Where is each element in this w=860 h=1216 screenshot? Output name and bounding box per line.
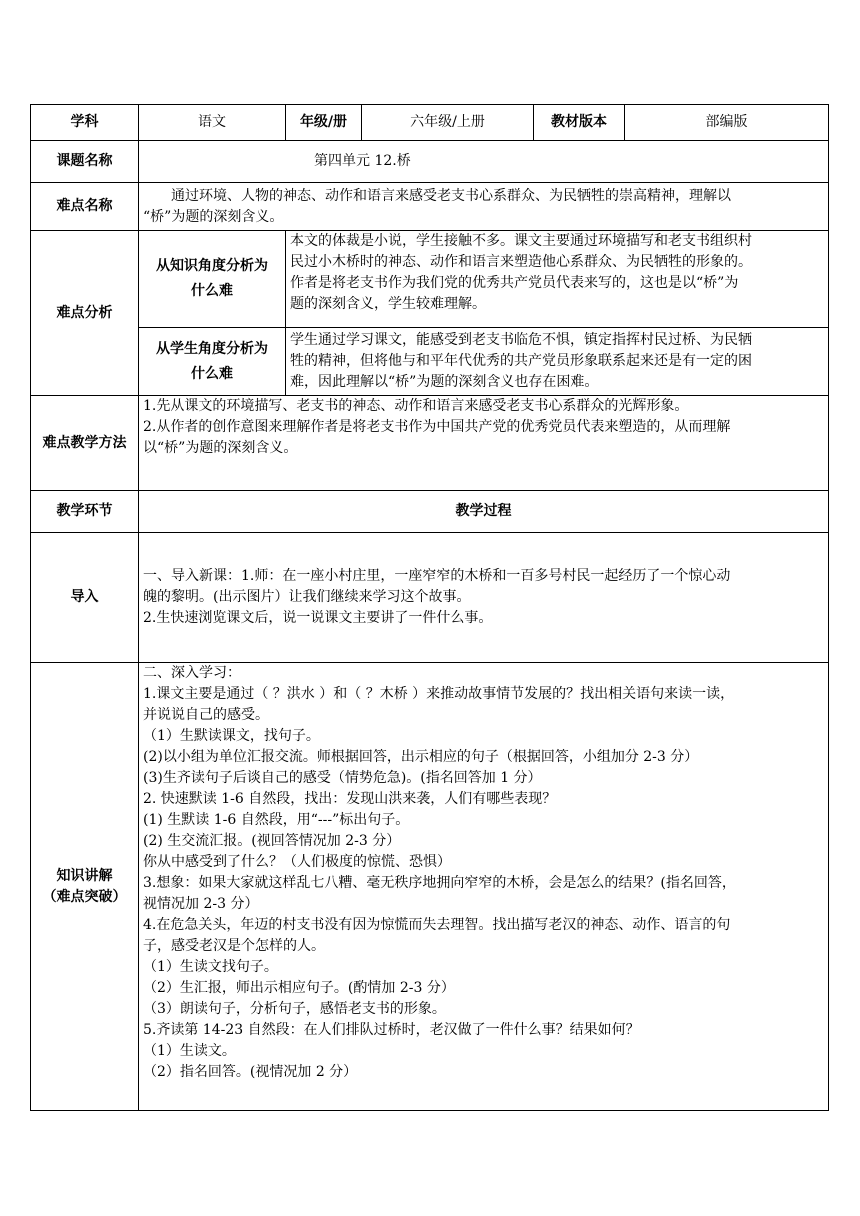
knowledge-label-line: 知识讲解 bbox=[56, 867, 113, 884]
subject-value: 语文 bbox=[139, 105, 286, 141]
difficulty-line: “桥”为题的深刻含义。 bbox=[143, 208, 284, 225]
intro-line: 2.生快速浏览课文后，说一说课文主要讲了一件什么事。 bbox=[143, 610, 493, 626]
knowledge-line: 5.齐读第 14-23 自然段：在人们排队过桥时，老汉做了一件什么事？结果如何？ bbox=[143, 1022, 640, 1038]
knowledge-row bbox=[31, 663, 829, 1111]
difficulty-text bbox=[139, 183, 829, 231]
knowledge-line: （2）生汇报，师出示相应句子。(酌情加 2-3 分） bbox=[143, 980, 455, 996]
method-line: 2.从作者的创作意图来理解作者是将老支书作为中国共产党的优秀党员代表来塑造的，从而理解 bbox=[143, 419, 731, 435]
grade-label: 年级/册 bbox=[286, 105, 362, 141]
topic-label: 课题名称 bbox=[31, 141, 139, 183]
topic-row bbox=[31, 141, 829, 183]
knowledge-angle-line: 作者是将老支书作为我们党的优秀共产党员代表来写的，这也是以“桥”为 bbox=[290, 275, 739, 291]
method-row bbox=[31, 396, 829, 491]
knowledge-line: 1.课文主要是通过（ ？洪水 ）和（ ？木桥 ）来推动故事情节发展的？找出相关语句来读一读， bbox=[143, 686, 735, 702]
knowledge-line: (2) 生交流汇报。(视回答情况加 2-3 分） bbox=[143, 833, 401, 849]
knowledge-line: 子，感受老汉是个怎样的人。 bbox=[143, 938, 325, 954]
edition-label: 教材版本 bbox=[534, 105, 625, 141]
header-row bbox=[31, 105, 829, 141]
method-line: 1.先从课文的环境描写、老支书的神态、动作和语言来感受老支书心系群众的光辉形象。 bbox=[143, 398, 689, 414]
analysis-row-student bbox=[31, 328, 829, 396]
intro-line: 一、导入新课：1.师：在一座小村庄里，一座窄窄的木桥和一百多号村民一起经历了一个惊心动 bbox=[143, 568, 731, 584]
knowledge-line: 4.在危急关头，年迈的村支书没有因为惊慌而失去理智。找出描写老汉的神态、动作、语言的句 bbox=[143, 917, 731, 933]
knowledge-angle-line: 本文的体裁是小说，学生接触不多。课文主要通过环境描写和老支书组织村 bbox=[290, 233, 752, 249]
analysis-label: 难点分析 bbox=[31, 231, 139, 396]
lesson-plan-table bbox=[30, 104, 829, 1111]
knowledge-line: （1）生读文。 bbox=[143, 1043, 236, 1059]
knowledge-line: （2）指名回答。(视情况加 2 分） bbox=[143, 1064, 358, 1080]
student-angle-label-line: 从学生角度分析为 bbox=[156, 340, 268, 357]
stage-header: 教学环节 bbox=[31, 491, 139, 533]
knowledge-line: （1）生读文找句子。 bbox=[143, 959, 278, 975]
knowledge-line: 3.想象：如果大家就这样乱七八糟、毫无秩序地拥向窄窄的木桥，会是怎么的结果？(指名回答， bbox=[143, 875, 736, 891]
knowledge-line: （3）朗读句子，分析句子，感悟老支书的形象。 bbox=[143, 1001, 446, 1017]
student-angle-text bbox=[286, 328, 829, 396]
difficulty-label: 难点名称 bbox=[31, 183, 139, 231]
knowledge-text bbox=[139, 663, 829, 1111]
student-angle-label bbox=[139, 328, 286, 396]
knowledge-line: (3)生齐读句子后谈自己的感受（情势危急)。(指名回答加 1 分） bbox=[143, 770, 542, 786]
knowledge-line: 2. 快速默读 1-6 自然段，找出：发现山洪来袭，人们有哪些表现？ bbox=[143, 791, 557, 807]
edition-value: 部编版 bbox=[625, 105, 829, 141]
knowledge-line: （1）生默读课文，找句子。 bbox=[143, 728, 320, 744]
knowledge-angle-label-line: 从知识角度分析为 bbox=[156, 258, 268, 274]
knowledge-label-line: （难点突破） bbox=[42, 888, 127, 905]
knowledge-line: 二、深入学习： bbox=[143, 665, 241, 681]
difficulty-line: 通过环境、人物的神态、动作和语言来感受老支书心系群众、为民牺牲的崇高精神，理解以 bbox=[171, 187, 731, 204]
analysis-row-knowledge bbox=[31, 231, 829, 328]
knowledge-label bbox=[31, 663, 139, 1111]
method-text bbox=[139, 396, 829, 491]
method-label: 难点教学方法 bbox=[31, 396, 139, 491]
knowledge-line: 视情况加 2-3 分） bbox=[143, 896, 259, 912]
knowledge-line: (1) 生默读 1-6 自然段，用“---”标出句子。 bbox=[143, 812, 410, 828]
student-angle-line: 学生通过学习课文，能感受到老支书临危不惧，镇定指挥村民过桥、为民牺 bbox=[290, 332, 752, 348]
knowledge-angle-text bbox=[286, 231, 829, 328]
intro-line: 魄的黎明。(出示图片）让我们继续来学习这个故事。 bbox=[143, 589, 471, 605]
grade-value: 六年级/上册 bbox=[362, 105, 534, 141]
student-angle-line: 牲的精神，但将他与和平年代优秀的共产党员形象联系起来还是有一定的困 bbox=[290, 353, 752, 369]
topic-value: 第四单元 12.桥 bbox=[139, 141, 829, 183]
difficulty-row bbox=[31, 183, 829, 231]
intro-label: 导入 bbox=[31, 533, 139, 663]
knowledge-angle-line: 民过小木桥时的神态、动作和语言来塑造他心系群众、为民牺牲的形象的。 bbox=[290, 254, 752, 270]
knowledge-angle-label-line: 什么难 bbox=[191, 283, 233, 299]
method-line: 以“桥”为题的深刻含义。 bbox=[143, 440, 298, 456]
intro-text bbox=[139, 533, 829, 663]
process-header-row bbox=[31, 491, 829, 533]
student-angle-label-line: 什么难 bbox=[191, 365, 233, 382]
knowledge-line: 你从中感受到了什么？（人们极度的惊慌、恐惧） bbox=[143, 854, 451, 870]
knowledge-angle-label bbox=[139, 231, 286, 328]
knowledge-line: 并说说自己的感受。 bbox=[143, 707, 269, 723]
process-header: 教学过程 bbox=[139, 491, 829, 533]
intro-row bbox=[31, 533, 829, 663]
knowledge-angle-line: 题的深刻含义，学生较难理解。 bbox=[290, 296, 486, 312]
knowledge-line: (2)以小组为单位汇报交流。师根据回答，出示相应的句子（根据回答，小组加分 2-3 分） bbox=[143, 749, 699, 765]
subject-label: 学科 bbox=[31, 105, 139, 141]
student-angle-line: 难，因此理解以“桥”为题的深刻含义也存在困难。 bbox=[290, 374, 599, 390]
